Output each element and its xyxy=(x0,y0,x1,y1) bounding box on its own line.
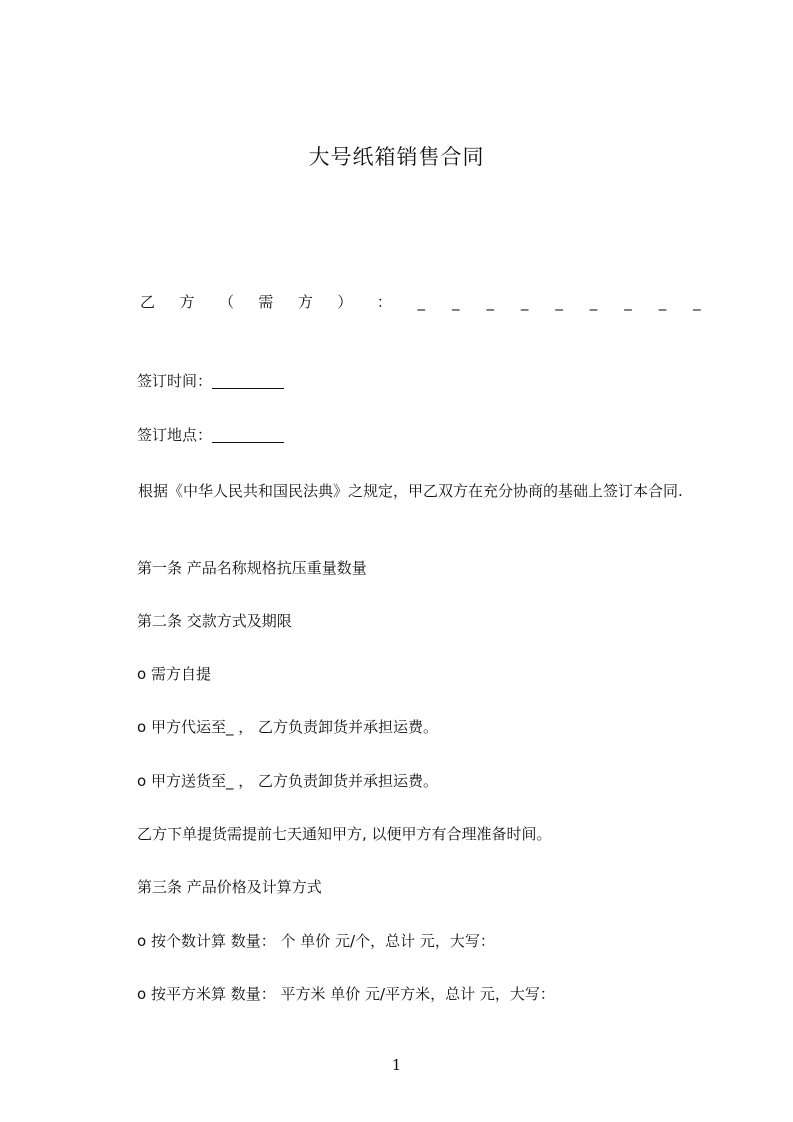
calc-by-area: o 按平方米算 数量： 平方米 单价 元/平方米，总计 元，大写： xyxy=(137,985,555,1003)
option-self-pickup: o 需方自提 xyxy=(137,665,211,683)
sign-time-blank xyxy=(212,374,284,389)
party-b-char: _ xyxy=(417,293,426,311)
party-b-char: _ xyxy=(486,293,494,311)
pickup-notice: 乙方下单提货需提前七天通知甲方, 以便甲方有合理准备时间。 xyxy=(137,825,552,843)
party-b-char: 方 xyxy=(297,293,313,311)
party-b-line xyxy=(140,292,702,312)
party-b-char: ： xyxy=(376,293,392,311)
option-agent-shipping: o 甲方代运至_ ， 乙方负责卸货并承担运费。 xyxy=(137,718,438,736)
option-delivery: o 甲方送货至_ ， 乙方负责卸货并承担运费。 xyxy=(137,772,438,790)
party-b-char: _ xyxy=(589,293,598,311)
sign-place-label: 签订地点： xyxy=(137,426,213,444)
calc-by-piece: o 按个数计算 数量： 个 单价 元/个，总计 元，大写： xyxy=(137,932,495,950)
party-b-char: 方 xyxy=(179,293,195,311)
party-b-char: 乙 xyxy=(140,293,156,311)
preamble-paragraph xyxy=(108,478,708,504)
preamble-text: 根据《中华人民共和国民法典》之规定，甲乙双方在充分协商的基础上签订本合同. xyxy=(138,482,683,500)
party-b-char: ） xyxy=(337,293,353,311)
sign-place-line xyxy=(137,425,284,445)
article-2-heading: 第二条 交款方式及期限 xyxy=(137,612,292,630)
sign-time-line xyxy=(137,371,284,391)
sign-time-label: 签订时间： xyxy=(137,372,213,390)
party-b-char: （ xyxy=(218,293,234,311)
article-3-heading: 第三条 产品价格及计算方式 xyxy=(137,878,322,896)
party-b-char: _ xyxy=(451,293,460,311)
sign-place-blank xyxy=(212,428,284,443)
party-b-char: _ xyxy=(624,293,632,311)
article-1-heading: 第一条 产品名称规格抗压重量数量 xyxy=(137,559,367,577)
party-b-char: 需 xyxy=(258,293,274,311)
page-number: 1 xyxy=(391,1056,402,1074)
party-b-char: _ xyxy=(658,293,667,311)
party-b-char: _ xyxy=(555,293,563,311)
party-b-char: _ xyxy=(520,293,529,311)
document-title: 大号纸箱销售合同 xyxy=(308,145,485,169)
party-b-char: _ xyxy=(693,293,701,311)
